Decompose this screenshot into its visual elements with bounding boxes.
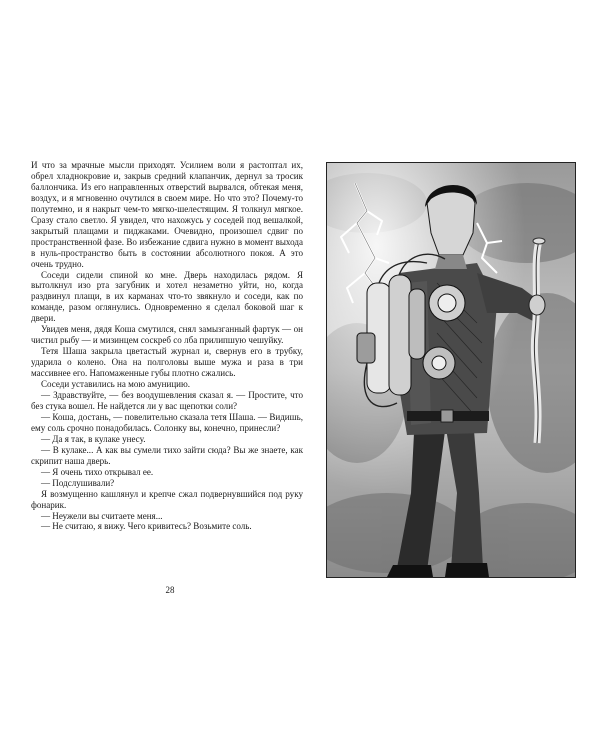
dialogue-line: — Здравствуйте, — без воодушевления сказал я. — Простите, что без стука вошел. Не найдется ли у вас щепотки соли? [31, 390, 303, 411]
flashlight-icon [533, 238, 545, 244]
dialogue-line: — Да я так, в кулаке унесу. [41, 433, 146, 444]
man-with-breathing-apparatus-illustration [326, 162, 576, 578]
paragraph: Увидев меня, дядя Коша смутился, снял замызганный фартук — он чистил рыбу — и мизинцем соскреб со лба прилипшую чешуйку. [31, 324, 303, 346]
page-number: 28 [165, 585, 175, 595]
body-text [31, 160, 303, 532]
dialogue-line: — Коша, достань, — повелительно сказала тетя Шаша. — Видишь, ему соль срочно понадобилась. Солонку вы, конечно, принесли? [31, 411, 303, 433]
paragraph: Соседи сидели спиной ко мне. Дверь находилась рядом. Я вытолкнул изо рта загубник и хотел незаметно уйти, но, когда раздвинул плащи, в их карманах что-то звякнуло и соседи, как по команде, разом оглянулись. Одновременно я сделал боковой шаг к двери. [31, 269, 303, 324]
paragraph: Тетя Шаша закрыла цветастый журнал и, свернув его в трубку, ударила о колено. Она на полголовы выше мужа и раза в три массивнее его. Напомаженные губы плотно сжались. [31, 346, 303, 379]
dialogue-line: — Я очень тихо открывал ее. [41, 466, 154, 477]
illustration-drawing [327, 163, 575, 577]
paragraph: И что за мрачные мысли приходят. Усилием воли я растоптал их, обрел хладнокровие и, закрыв средний клапанчик, дернул за тросик баллончика. Из его направленных отверстий вырвался, обтекая меня, воздух, и я мгновенно очутился в своем мире. Но что это? Почему-то полутемно, и я накрыт чем-то мягко-шелестящим. Я толкнул мягкое. Сразу стало светло. Я увидел, что нахожусь у соседей под вешалкой, закрытый плащами и пиджаками. Очевидно, произошел сдвиг по пространственной фазе. Во избежание сдвига нужно в момент выхода в нуль-пространство быть в состоянии абсолютного покоя. А это очень трудно. [31, 160, 303, 269]
dialogue-line: — Неужели вы считаете меня... [41, 510, 163, 521]
paragraph: Я возмущенно кашлянул и крепче сжал подвернувшийся под руку фонарик. [31, 488, 303, 510]
paragraph: Соседи уставились на мою амуницию. [41, 379, 191, 390]
dialogue-line: — В кулаке... А как вы сумели тихо зайти сюда? Вы же знаете, как скрипит наша дверь. [31, 444, 303, 466]
dialogue-line: — Не считаю, я вижу. Чего кривитесь? Возьмите соль. [41, 521, 252, 532]
dialogue-line: — Подслушивали? [41, 477, 115, 488]
